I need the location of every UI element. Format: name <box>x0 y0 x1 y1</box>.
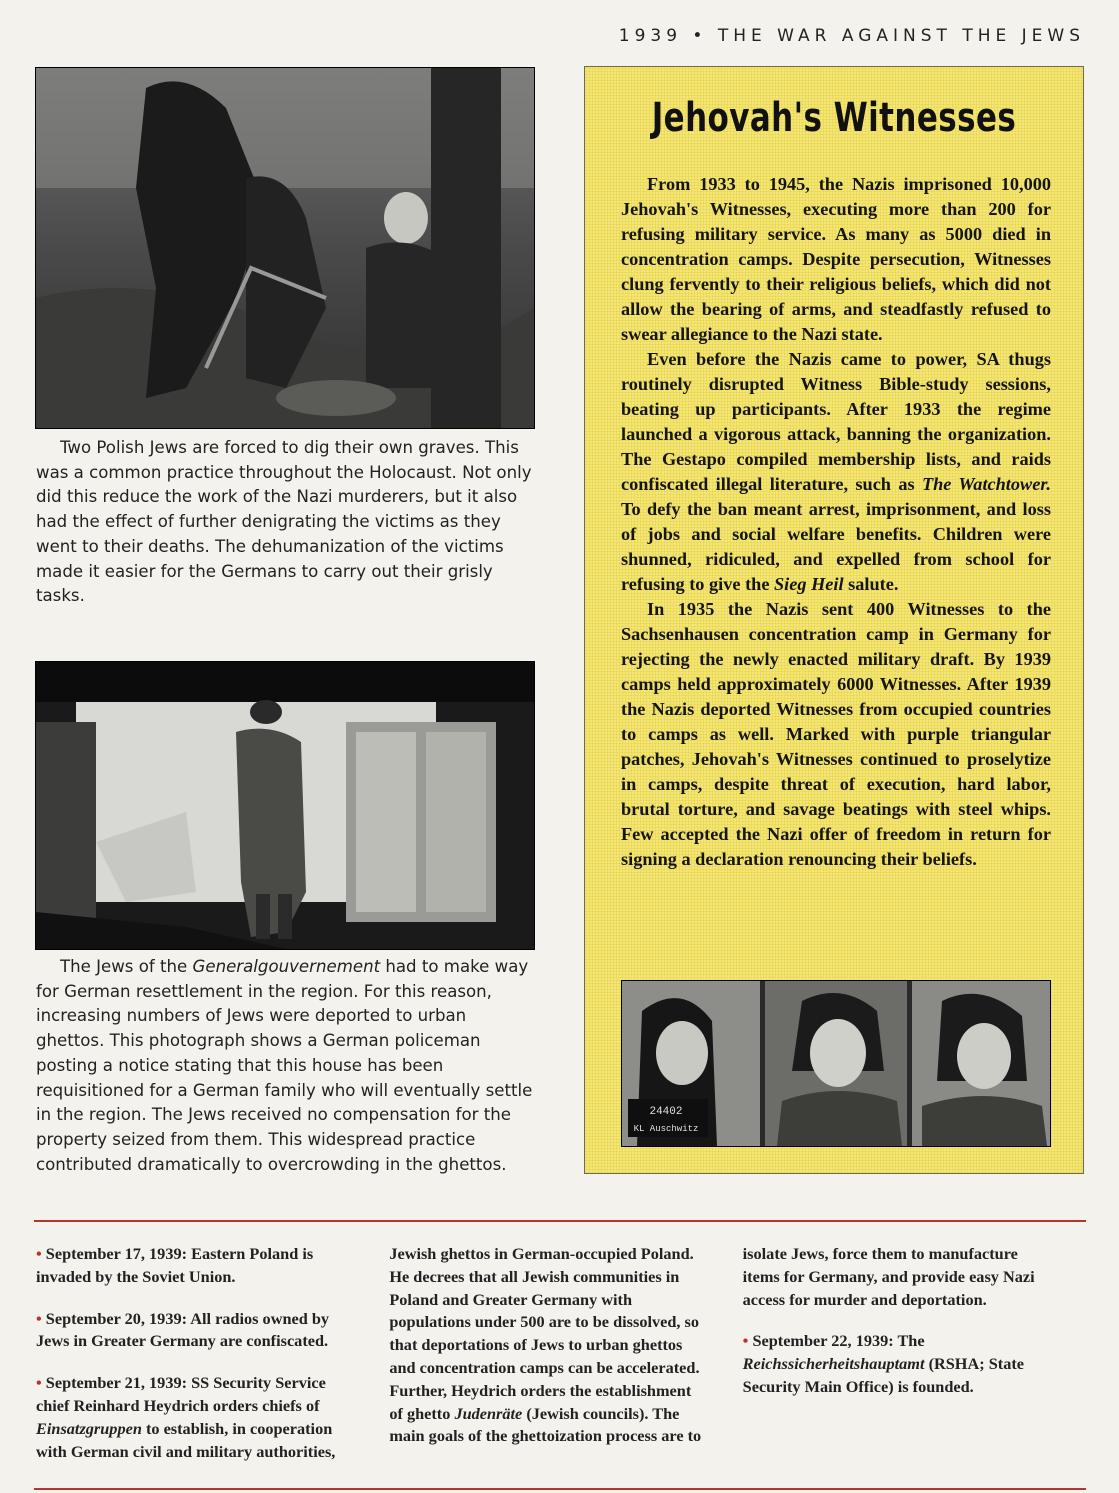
timeline-sep22-b: (RSHA; State Security Main Office) is founded. <box>742 1354 1024 1396</box>
timeline-sep22-a: September 22, 1939: The <box>752 1331 925 1351</box>
timeline-entry-sep17-text: September 17, 1939: Eastern Poland is invaded by the Soviet Union. <box>36 1244 314 1286</box>
sidebar-paragraph-2 <box>621 347 1051 597</box>
timeline-sep21-einsatzgruppen: Einsatzgruppen <box>36 1418 142 1438</box>
timeline-entry-sep20-text: September 20, 1939: All radios owned by Jews in Greater Germany are confiscated. <box>36 1308 330 1351</box>
timeline-bottom-rule <box>34 1488 1086 1490</box>
timeline-top-rule <box>34 1220 1086 1222</box>
photo-mugshots <box>621 980 1051 1147</box>
timeline-sep22-rsha: Reichssicherheitshauptamt <box>742 1354 925 1374</box>
caption2-pre: The Jews of the <box>60 957 193 976</box>
sidebar-paragraph-1: From 1933 to 1945, the Nazis imprisoned 10,000 Jehovah's Witnesses, executing more than 200 for refusing military service. As many as 5000 died in concentration camps. Despite persecution, Witnesses clung fervently to their religious beliefs, which did not allow the bearing of arms, and steadfastly refused to swear allegiance to the Nazi state. <box>621 174 1051 344</box>
bullet-icon: • <box>36 1244 42 1263</box>
sidebar-p2-c: salute. <box>843 574 899 594</box>
caption-policeman-notice <box>36 955 534 1177</box>
timeline-sep21-b: to establish, in cooperation with German civil and military authorities, Jewish ghettos in German-occupied Poland. He decrees that all Jewish communities in Poland and Greater Germany with populations under 500 are to be dissolved, so that deportations of Jews to urban ghettos and concentration camps can be accelerated. Further, Heydrich orders the establishment of ghetto <box>36 1244 700 1461</box>
sidebar-p2-watchtower: The Watchtower. <box>921 474 1052 494</box>
timeline-column-1 <box>36 1243 1058 1465</box>
timeline-entry-sep22 <box>743 1330 1058 1398</box>
mugshot-number: 24402 <box>649 1106 683 1118</box>
bullet-icon: • <box>36 1308 42 1328</box>
bullet-icon: • <box>742 1331 749 1351</box>
caption2-post: had to make way for German resettlement in the region. For this reason, increasing numbers of Jews were deported to urban ghettos. This photograph shows a German policeman posting a notice stating that this house has been requisitioned for a German family who will eventually settle in the region. The Jews received no compensation for the property seized from them. This widespread practice contributed dramatically to overcrowding in the ghettos. <box>36 957 533 1174</box>
sidebar-p2-a: Even before the Nazis came to power, SA thugs routinely disrupted Witness Bible-study sessions, beating up participants. After 1933 the regime launched a vigorous attack, banning the organization. The Gestapo compiled membership lists, and raids confiscated illegal literature, such as <box>621 349 1051 494</box>
photo-policeman-notice <box>35 661 535 950</box>
caption2-italic: Generalgouvernement <box>192 957 381 976</box>
caption-grave-digging: Two Polish Jews are forced to dig their own graves. This was a common practice throughout the Holocaust. Not only did this reduce the work of the Nazi murderers, but it also had the effect of further denigrating the victims as they went to their deaths. The dehumanization of the victims made it easier for the Germans to carry out their grisly tasks. <box>36 438 532 606</box>
bullet-icon: • <box>36 1373 42 1393</box>
sidebar-p2-b: To defy the ban meant arrest, imprisonment, and loss of jobs and social welfare benefits. Children were shunned, ridiculed, and expelled from school for refusing to give the <box>621 499 1051 594</box>
photo-grave-digging <box>35 67 535 429</box>
running-head: 1939 • THE WAR AGAINST THE JEWS <box>618 26 1085 46</box>
mugshot-placard: KL Auschwitz <box>633 1124 699 1134</box>
sidebar-p2-sieg-heil: Sieg Heil <box>774 574 844 594</box>
timeline-entry-sep20 <box>36 1308 351 1354</box>
timeline-entry-sep17 <box>36 1243 351 1289</box>
timeline-sep21-c: (Jewish councils). The main goals of the ghettoization process are to isolate Jews, force them to manufacture items for Germany, and provide easy Nazi access for murder and deportation. <box>389 1244 1035 1446</box>
sidebar-body <box>621 172 1051 872</box>
sidebar-jehovahs-witnesses <box>584 66 1084 1174</box>
timeline-sep21-a: September 21, 1939: SS Security Service chief Reinhard Heydrich orders chiefs of <box>36 1373 326 1415</box>
timeline-sep21-judenraete: Judenräte <box>454 1403 523 1423</box>
sidebar-title: Jehovah's Witnesses <box>651 95 1017 141</box>
sidebar-paragraph-3: In 1935 the Nazis sent 400 Witnesses to the Sachsenhausen concentration camp in Germany for rejecting the newly enacted military draft. By 1939 camps held approximately 6000 Witnesses. After 1939 the Nazis deported Witnesses from occupied countries to camps as well. Marked with purple triangular patches, Jehovah's Witnesses continued to proselytize in camps, despite threat of execution, hard labor, brutal torture, and savage beatings with steel whips. Few accepted the Nazi offer of freedom in return for signing a declaration renouncing their beliefs. <box>621 599 1051 869</box>
